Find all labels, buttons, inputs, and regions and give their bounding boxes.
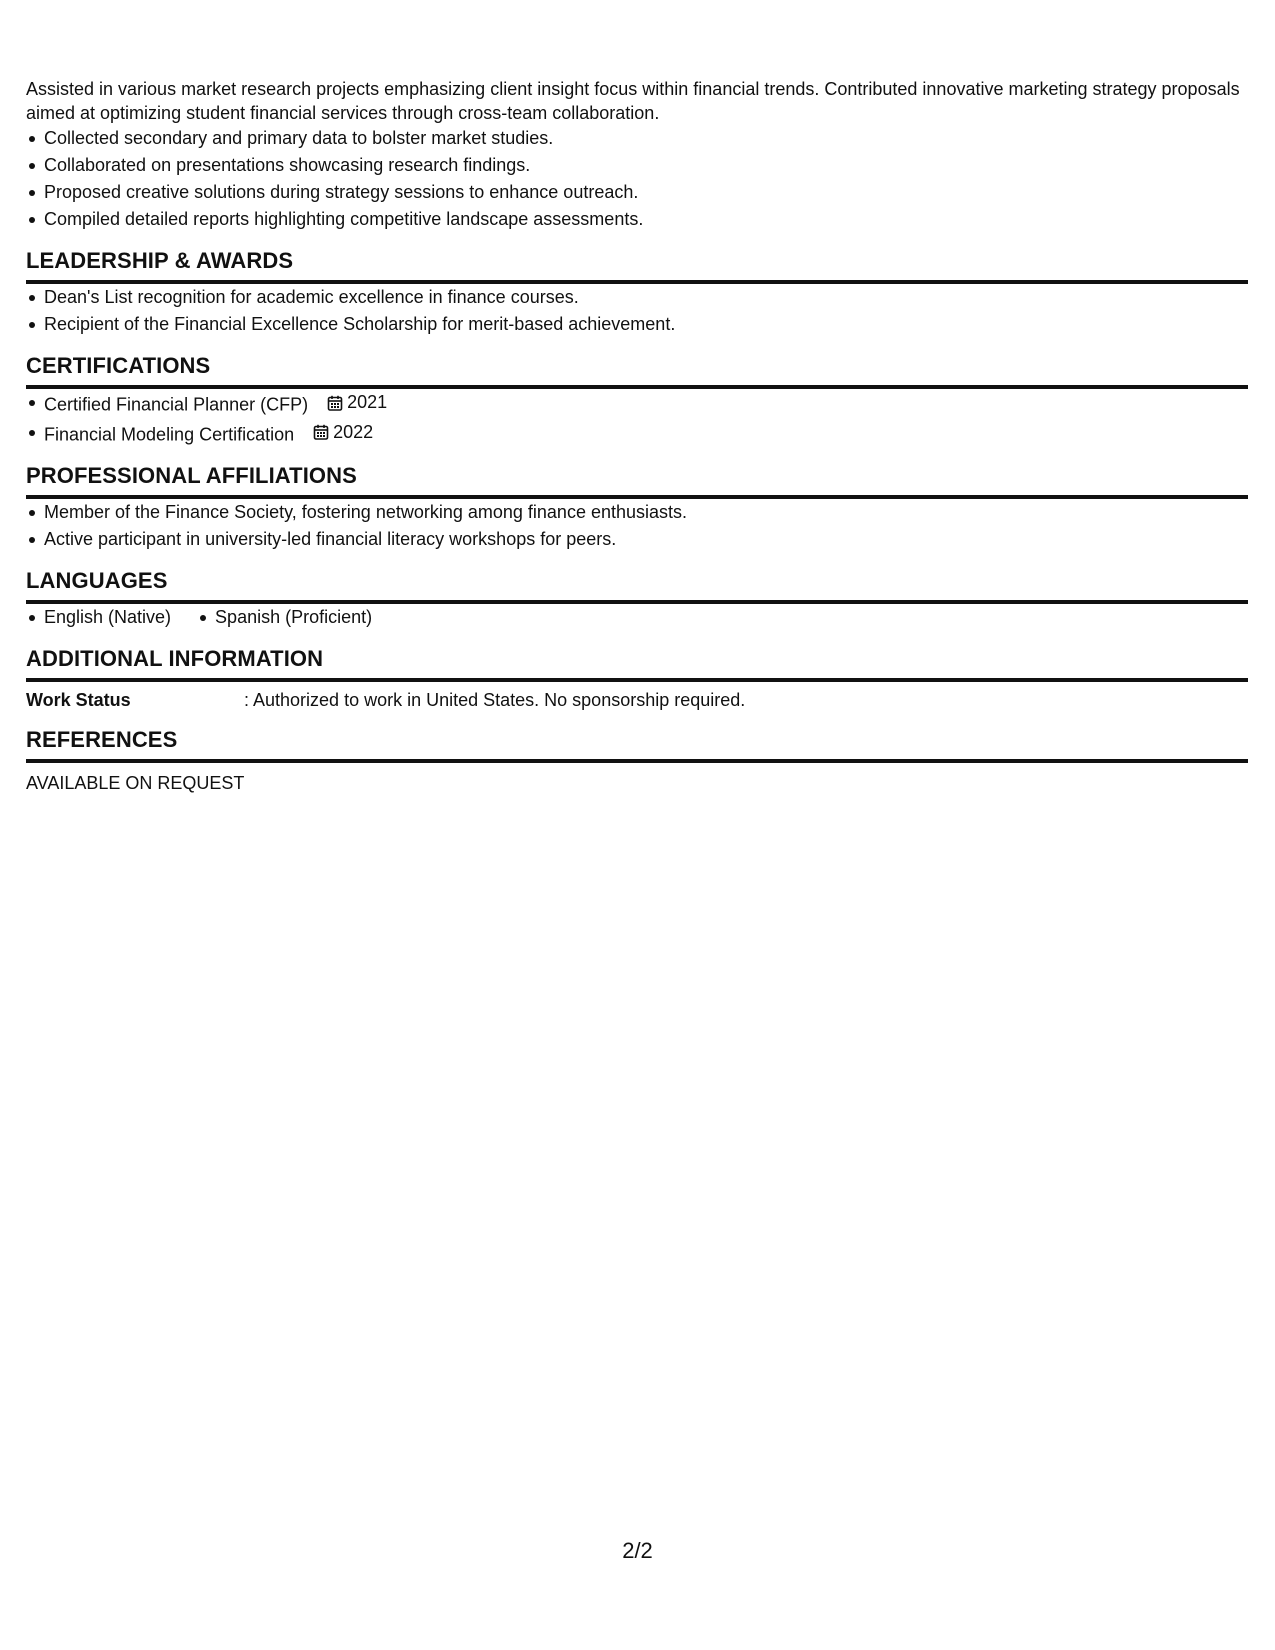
section-heading: LEADERSHIP & AWARDS	[26, 247, 1248, 284]
certifications-list	[26, 389, 1248, 448]
certification-name: Financial Modeling Certification	[44, 424, 295, 444]
section-heading: ADDITIONAL INFORMATION	[26, 645, 1248, 682]
work-status-row	[26, 688, 1248, 712]
work-status-value: : Authorized to work in United States. No sponsorship required.	[244, 690, 746, 710]
section-heading: REFERENCES	[26, 726, 1248, 763]
calendar-icon	[327, 395, 343, 411]
experience-summary: Assisted in various market research projects emphasizing client insight focus within financial trends. Contributed innovative marketing strategy proposals aimed at optimizing student financial services through cross-team collaboration.	[26, 79, 1240, 123]
calendar-icon	[313, 424, 329, 440]
certification-year: 2022	[333, 421, 374, 442]
section-heading: PROFESSIONAL AFFILIATIONS	[26, 462, 1248, 499]
certification-date	[327, 389, 387, 416]
list-item: Dean's List recognition for academic excellence in finance courses.	[44, 284, 1248, 311]
language-item: Spanish (Proficient)	[215, 604, 372, 631]
experience-continuation	[26, 77, 1248, 233]
experience-bullets	[26, 125, 1248, 233]
additional-info-section	[26, 645, 1248, 712]
language-item: English (Native)	[44, 604, 171, 631]
certification-year: 2021	[347, 392, 388, 412]
references-text: AVAILABLE ON REQUEST	[26, 773, 245, 793]
affiliations-section	[26, 462, 1248, 553]
certification-name: Certified Financial Planner (CFP)	[44, 394, 309, 415]
certification-item	[44, 389, 1248, 419]
languages-section	[26, 567, 1248, 631]
certification-item	[44, 419, 1248, 449]
list-item: Member of the Finance Society, fostering networking among finance enthusiasts.	[44, 499, 1248, 526]
affiliations-list	[26, 499, 1248, 553]
references-section	[26, 726, 1248, 795]
list-item: Active participant in university-led financial literacy workshops for peers.	[44, 526, 1248, 553]
section-heading: CERTIFICATIONS	[26, 352, 1248, 389]
list-item: Proposed creative solutions during strategy sessions to enhance outreach.	[44, 179, 1248, 206]
page-number: 2/2	[622, 1538, 653, 1563]
list-item: Collaborated on presentations showcasing research findings.	[44, 152, 1248, 179]
list-item: Collected secondary and primary data to bolster market studies.	[44, 125, 1248, 152]
work-status-label: Work Status	[26, 690, 131, 710]
resume-page	[26, 77, 1248, 795]
list-item: Recipient of the Financial Excellence Scholarship for merit-based achievement.	[44, 311, 1248, 338]
list-item: Compiled detailed reports highlighting competitive landscape assessments.	[44, 206, 1248, 233]
languages-list	[26, 604, 1248, 631]
leadership-list	[26, 284, 1248, 338]
certification-date	[313, 419, 373, 446]
leadership-section	[26, 247, 1248, 338]
section-heading: LANGUAGES	[26, 567, 1248, 604]
certifications-section	[26, 352, 1248, 448]
